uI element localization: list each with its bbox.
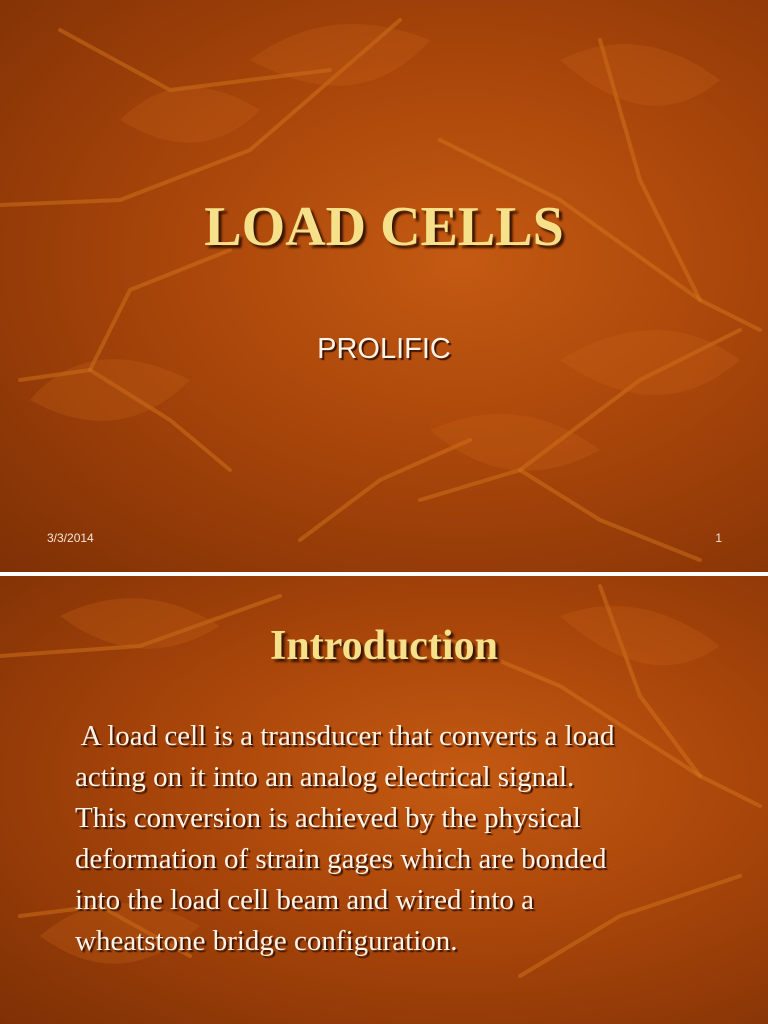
footer-date: 3/3/2014 [47, 531, 94, 545]
slide-body [75, 716, 735, 962]
slide-title: Introduction [270, 623, 498, 669]
body-line: A load cell is a transducer that converts a load [75, 720, 615, 752]
slide-title: LOAD CELLS [204, 196, 564, 258]
body-line: into the load cell beam and wired into a [75, 884, 535, 916]
body-line: deformation of strain gages which are bonded [75, 843, 607, 875]
body-line: This conversion is achieved by the physical [75, 802, 581, 834]
slide-number: 1 [715, 531, 722, 545]
body-line: acting on it into an analog electrical signal. [75, 761, 575, 793]
slide-2 [0, 576, 768, 1024]
slide-subtitle: PROLIFIC [317, 333, 451, 365]
body-line: wheatstone bridge configuration. [75, 925, 458, 957]
